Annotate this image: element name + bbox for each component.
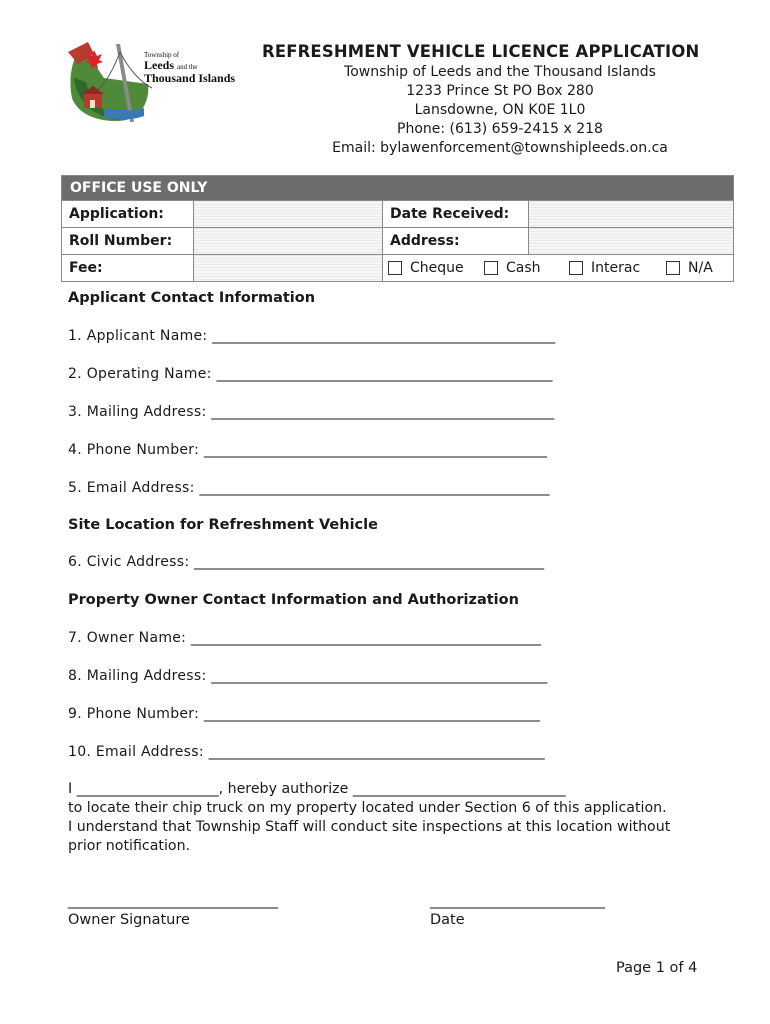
- interac-checkbox[interactable]: [569, 261, 583, 275]
- owner-signature-line[interactable]: ______________________________: [68, 893, 278, 909]
- roll-number-field[interactable]: [193, 228, 382, 254]
- interac-label: Interac: [591, 260, 641, 276]
- logo-line2: Thousand Islands: [144, 70, 236, 85]
- fee-field[interactable]: [193, 255, 382, 281]
- fee-label: Fee:: [69, 260, 103, 276]
- civic-address-field[interactable]: [68, 554, 544, 570]
- field-blank-line[interactable]: _________________________________________________: [212, 328, 556, 344]
- applicant-section-heading: Applicant Contact Information: [68, 290, 316, 306]
- office-row-application: [62, 200, 733, 227]
- cheque-label: Cheque: [410, 260, 464, 276]
- field-blank-line[interactable]: _________________________________________________: [211, 404, 555, 420]
- address-line-3: Lansdowne, ON K0E 1L0: [414, 102, 586, 118]
- office-use-table: [61, 175, 734, 282]
- date-signature-label: Date: [430, 912, 465, 928]
- date-received-label: Date Received:: [382, 201, 528, 227]
- logo-text: [144, 52, 235, 85]
- field-label: 2. Operating Name:: [68, 366, 212, 382]
- field-label: 10. Email Address:: [68, 744, 204, 760]
- logo-leeds-text: Leeds: [144, 58, 174, 73]
- address-field[interactable]: [528, 228, 733, 254]
- office-row-fee: [62, 254, 733, 281]
- authorization-line-1: I ____________________, hereby authorize ______________________________: [68, 781, 566, 797]
- application-label: Application:: [69, 206, 164, 222]
- field-blank-line[interactable]: ________________________________________________: [216, 366, 553, 382]
- address-line-4: Phone: (613) 659-2415 x 218: [397, 121, 603, 137]
- owner-name-field[interactable]: [68, 630, 541, 646]
- logo-small-text: Township of: [144, 51, 180, 59]
- site-section-heading: Site Location for Refreshment Vehicle: [68, 517, 378, 533]
- logo-and-text: and the: [177, 63, 198, 72]
- na-checkbox[interactable]: [666, 261, 680, 275]
- owner-section-heading: Property Owner Contact Information and Authorization: [68, 592, 519, 608]
- cash-label: Cash: [506, 260, 541, 276]
- field-blank-line[interactable]: __________________________________________________: [190, 630, 541, 646]
- address-line-2: 1233 Prince St PO Box 280: [406, 83, 594, 99]
- field-label: 3. Mailing Address:: [68, 404, 207, 420]
- authorization-line-2: to locate their chip truck on my property located under Section 6 of this application.: [68, 800, 667, 816]
- address-label: Address:: [382, 228, 528, 254]
- field-label: 4. Phone Number:: [68, 442, 200, 458]
- owner-mailing-address-field[interactable]: [68, 668, 547, 684]
- mailing-address-field[interactable]: [68, 404, 554, 420]
- address-line-5: Email: bylawenforcement@townshipleeds.on.ca: [332, 140, 668, 156]
- na-label: N/A: [688, 260, 713, 276]
- township-crest-icon: [64, 38, 154, 126]
- field-label: 5. Email Address:: [68, 480, 195, 496]
- authorization-line-3: I understand that Township Staff will conduct site inspections at this location without: [68, 819, 671, 835]
- form-title: REFRESHMENT VEHICLE LICENCE APPLICATION: [262, 42, 700, 61]
- field-blank-line[interactable]: __________________________________________________: [194, 554, 545, 570]
- date-received-field[interactable]: [528, 201, 733, 227]
- field-blank-line[interactable]: _________________________________________________: [203, 442, 547, 458]
- township-logo: [64, 38, 236, 126]
- field-blank-line[interactable]: __________________________________________________: [199, 480, 550, 496]
- email-address-field[interactable]: [68, 480, 549, 496]
- field-blank-line[interactable]: ________________________________________________: [208, 744, 545, 760]
- field-blank-line[interactable]: ________________________________________________: [203, 706, 540, 722]
- applicant-name-field[interactable]: [68, 328, 555, 344]
- owner-phone-field[interactable]: [68, 706, 540, 722]
- owner-signature-label: Owner Signature: [68, 912, 190, 928]
- payment-options: [382, 255, 733, 281]
- office-row-roll: [62, 227, 733, 254]
- field-label: 9. Phone Number:: [68, 706, 200, 722]
- field-label: 6. Civic Address:: [68, 554, 195, 570]
- phone-number-field[interactable]: [68, 442, 547, 458]
- field-label: 7. Owner Name:: [68, 630, 187, 646]
- cheque-checkbox[interactable]: [388, 261, 402, 275]
- roll-number-label: Roll Number:: [69, 233, 173, 249]
- field-label: 8. Mailing Address:: [68, 668, 207, 684]
- application-field[interactable]: [193, 201, 382, 227]
- operating-name-field[interactable]: [68, 366, 552, 382]
- date-signature-line[interactable]: _________________________: [430, 893, 605, 909]
- cash-checkbox[interactable]: [484, 261, 498, 275]
- field-blank-line[interactable]: ________________________________________________: [211, 668, 548, 684]
- owner-email-field[interactable]: [68, 744, 545, 760]
- field-label: 1. Applicant Name:: [68, 328, 208, 344]
- address-line-1: Township of Leeds and the Thousand Islands: [344, 64, 656, 80]
- office-use-header: OFFICE USE ONLY: [62, 176, 733, 200]
- page-number: Page 1 of 4: [616, 960, 698, 976]
- authorization-line-4: prior notification.: [68, 838, 191, 854]
